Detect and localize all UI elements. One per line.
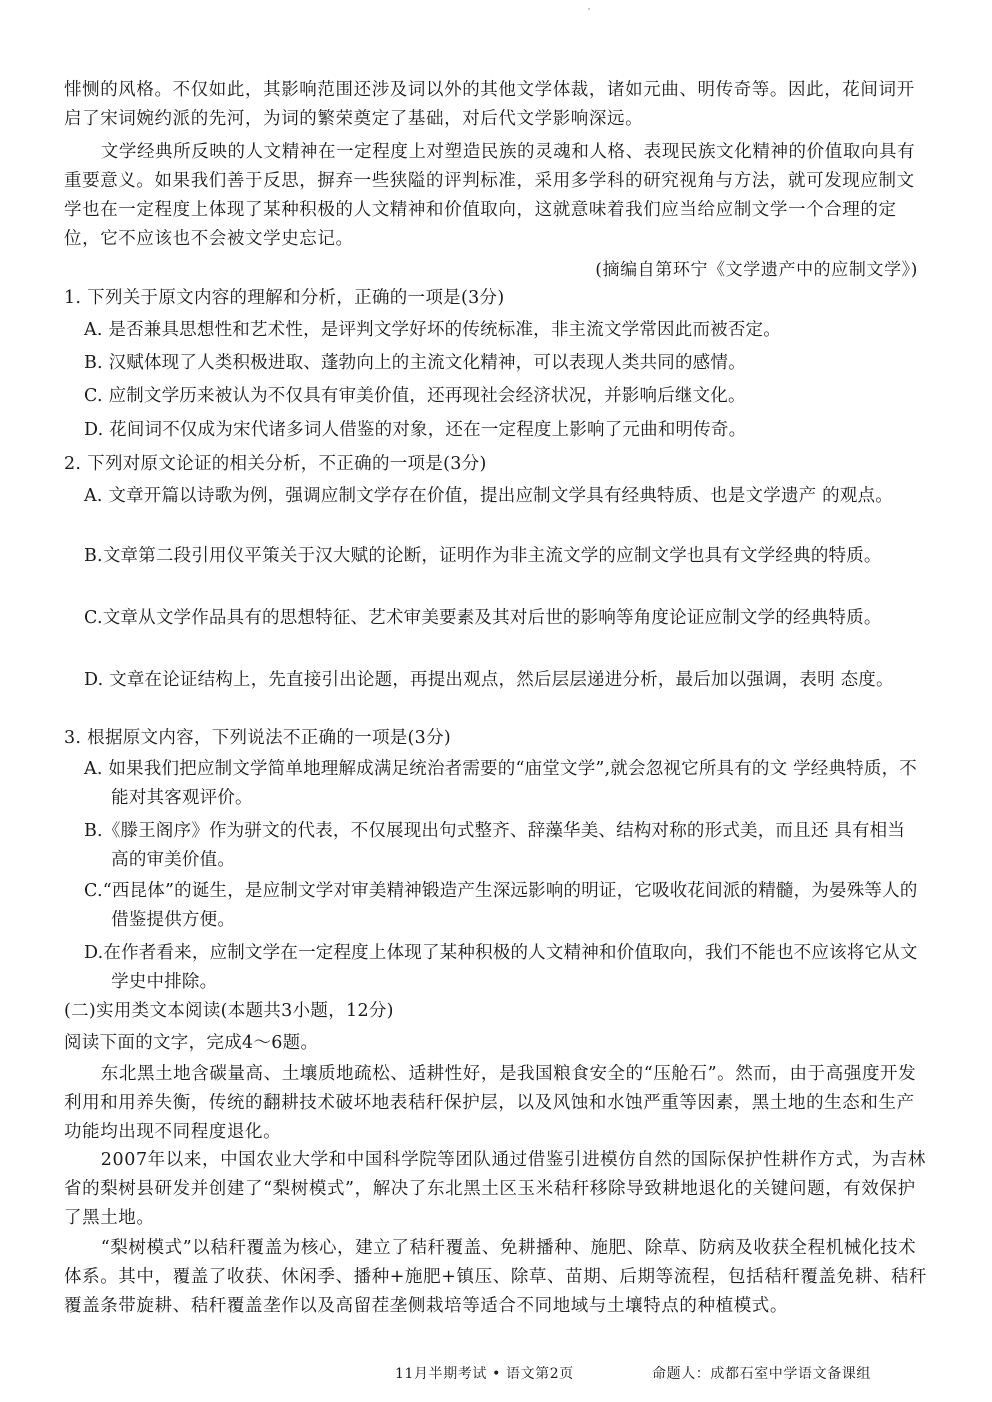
section-2-paragraph-2: 2007年以来，中国农业大学和中国科学院等团队通过借鉴引进模仿自然的国际保护性耕作方式，为吉林省的梨树县研发并创建了“梨树模式”，解决了东北黑土区玉米秸秆移除导致耕地退化的关键问题，有效保护了黑土地。 [64,1150,926,1228]
question-3-option-d: D.在作者看来，应制文学在一定程度上体现了某种积极的人文精神和价值取向，我们不能也不应该将它从文学史中排除。 [84,943,918,992]
question-1-option-d: D. 花间词不仅成为宋代诸多词人借鉴的对象，还在一定程度上影响了元曲和明传奇。 [84,420,747,440]
section-2-instruction: 阅读下面的文字，完成4～6题。 [64,1033,319,1053]
footer-page-label: 11月半期考试 • 语文第2页 [395,1366,574,1382]
question-1-option-a: A. 是否兼具思想性和艺术性，是评判文学好坏的传统标准，非主流文学常因此而被否定。 [84,320,781,340]
question-2-stem: 2. 下列对原文论证的相关分析，不正确的一项是(3分) [64,454,487,474]
section-2-paragraph-1: 东北黑土地含碳量高、土壤质地疏松、适耕性好，是我国粮食安全的“压舱石”。然而，由于高强度开发利用和用养失衡，传统的翻耕技术破坏地表秸秆保护层，以及风蚀和水蚀严重等因素，黑土地的生态和生产功能均出现不同程度退化。 [64,1064,917,1142]
question-3-option-c: C.“西昆体”的诞生，是应制文学对审美精神锻造产生深远影响的明证，它吸收花间派的精髓，为晏殊等人的借鉴提供方便。 [84,881,918,930]
question-2-option-c: C.文章从文学作品具有的思想特征、艺术审美要素及其对后世的影响等角度论证应制文学的经典特质。 [84,608,882,628]
section-2-paragraph-3: “梨树模式”以秸秆覆盖为核心，建立了秸秆覆盖、免耕播种、施肥、除草、防病及收获全程机械化技术体系。其中，覆盖了收获、休闲季、播种+施肥+镇压、除草、苗期、后期等流程，包括秸秆覆盖免耕、秸秆覆盖条带旋耕、秸秆覆盖垄作以及高留茬垄侧栽培等适合不同地域与土壤特点的种植模式。 [64,1238,928,1316]
footer-author: 命题人：成都石室中学语文备课组 [652,1366,871,1382]
question-3-stem: 3. 根据原文内容，下列说法不正确的一项是(3分) [64,728,452,748]
question-1-option-b: B. 汉赋体现了人类积极进取、蓬勃向上的主流文化精神，可以表现人类共同的感情。 [84,353,746,373]
question-1-option-c: C. 应制文学历来被认为不仅具有审美价值，还再现社会经济状况，并影响后继文化。 [84,386,746,406]
section-2-title: (二)实用类文本阅读(本题共3小题，12分) [64,1001,394,1021]
passage-paragraph-1: 文学经典所反映的人文精神在一定程度上对塑造民族的灵魂和人格、表现民族文化精神的价值取向具有重要意义。如果我们善于反思，摒弃一些狭隘的评判标准，采用多学科的研究视角与方法，就可发现应制文学也在一定程度上体现了某种积极的人文精神和价值取向，这就意味着我们应当给应制文学一个合理的定位，它不应该也不会被文学史忘记。 [64,142,916,249]
question-2-option-b: B.文章第二段引用仪平策关于汉大赋的论断，证明作为非主流文学的应制文学也具有文学经典的特质。 [84,546,882,566]
question-2-option-a: A. 文章开篇以诗歌为例，强调应制文学存在价值，提出应制文学具有经典特质、也是文学遗产 的观点。 [84,486,893,506]
question-3-option-b: B.《滕王阁序》作为骈文的代表，不仅展现出句式整齐、辞藻华美、结构对称的形式美，而且还 具有相当高的审美价值。 [84,821,906,870]
question-3-option-a: A. 如果我们把应制文学简单地理解成满足统治者需要的“庙堂文学”,就会忽视它所具有的文 学经典特质，不能对其客观评价。 [84,759,917,808]
question-1-stem: 1. 下列关于原文内容的理解和分析，正确的一项是(3分) [64,288,505,308]
passage-paragraph-0: 悱恻的风格。不仅如此，其影响范围还涉及词以外的其他文学体裁，诸如元曲、明传奇等。因此，花间词开启了宋词婉约派的先河，为词的繁荣奠定了基础，对后代文学影响深远。 [64,80,915,129]
question-2-option-d: D. 文章在论证结构上，先直接引出论题，再提出观点，然后层层递进分析，最后加以强调，表明 态度。 [84,670,894,690]
passage-source: (摘编自第环宁《文学遗产中的应制文学》) [595,260,918,280]
scan-speck [588,8,590,10]
